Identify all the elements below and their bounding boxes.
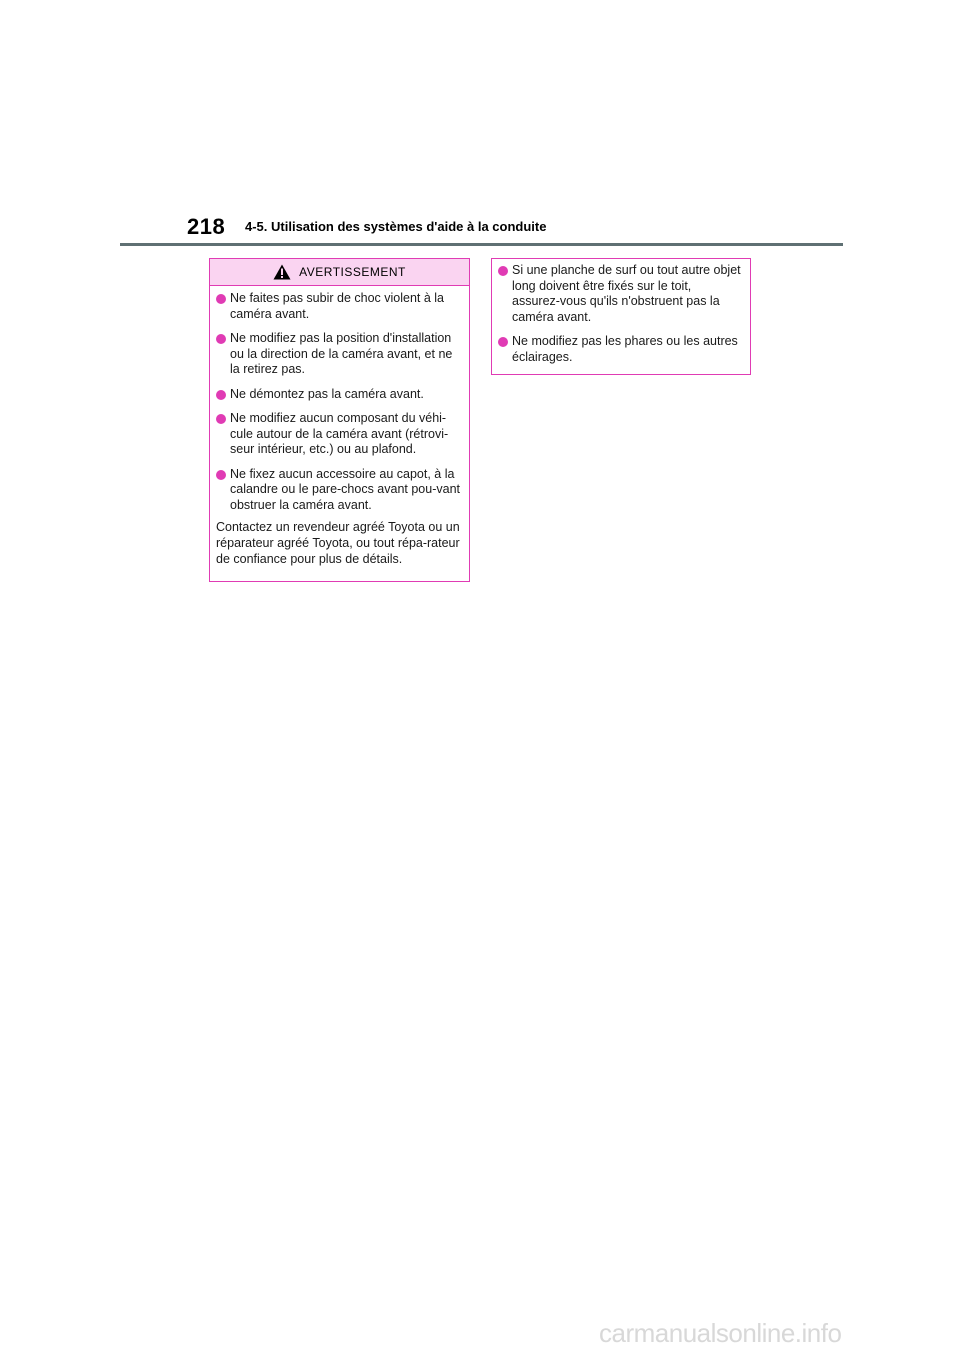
warning-item-text: Ne modifiez aucun composant du véhi-cule autour de la caméra avant (rétrovi-seur intérieur, etc.) ou au plafond. (230, 411, 449, 456)
continuation-box (491, 258, 751, 375)
continuation-item-text: Ne modifiez pas les phares ou les autres éclairages. (512, 334, 738, 364)
warning-item-text: Ne démontez pas la caméra avant. (230, 386, 424, 401)
warning-body (210, 286, 469, 567)
warning-title: AVERTISSEMENT (299, 265, 406, 279)
bullet-icon (498, 266, 508, 276)
watermark: carmanualsonline.info (599, 1318, 842, 1348)
warning-item (216, 411, 461, 458)
warning-item (216, 291, 461, 322)
warning-header (210, 259, 469, 286)
continuation-item (498, 263, 742, 325)
warning-item-text: Ne modifiez pas la position d'installation ou la direction de la caméra avant, et ne la retirez pas. (230, 331, 453, 376)
warning-item (216, 467, 461, 514)
warning-item (216, 331, 461, 378)
continuation-body (492, 259, 750, 365)
bullet-icon (216, 294, 226, 304)
header-rule (120, 243, 843, 246)
continuation-item-text: Si une planche de surf ou tout autre objet long doivent être fixés sur le toit, assurez-vous qu'ils n'obstruent pas la caméra avant. (512, 263, 741, 324)
bullet-icon (216, 334, 226, 344)
bullet-icon (498, 337, 508, 347)
bullet-icon (216, 390, 226, 400)
warning-item-text: Ne fixez aucun accessoire au capot, à la calandre ou le pare-chocs avant pou-vant obstruer la caméra avant. (230, 466, 461, 512)
page-number: 218 (187, 214, 226, 239)
section-title: 4-5. Utilisation des systèmes d'aide à la conduite (245, 219, 547, 234)
warning-item (216, 387, 461, 403)
bullet-icon (216, 470, 226, 480)
continuation-item (498, 334, 742, 365)
warning-note: Contactez un revendeur agréé Toyota ou un réparateur agréé Toyota, ou tout répa-rateur de confiance pour plus de détails. (216, 520, 460, 566)
warning-box (209, 258, 470, 582)
warning-triangle-icon (273, 264, 291, 280)
warning-item-text: Ne faites pas subir de choc violent à la caméra avant. (230, 291, 445, 321)
bullet-icon (216, 414, 226, 424)
